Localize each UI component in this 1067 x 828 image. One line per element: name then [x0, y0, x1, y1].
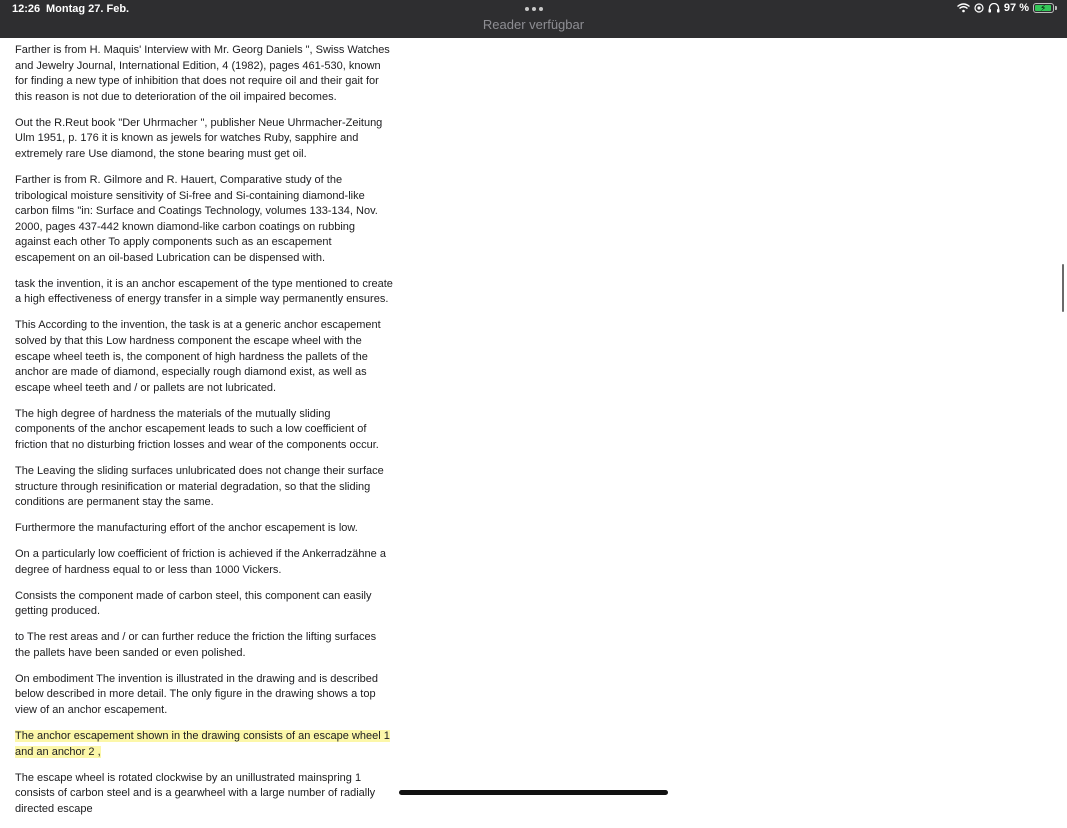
highlighted-paragraph [15, 729, 393, 760]
status-date: Montag 27. Feb. [46, 3, 130, 15]
article-body [15, 43, 393, 828]
status-and-toolbar [0, 0, 1067, 38]
article-paragraph: Farther is from H. Maquis' Interview with Mr. Georg Daniels ", Swiss Watches and Jewelry Journal, International Edition, 4 (1982), pages 461-530, known for finding a new type of inhibition that does not require oil and their gait for this reason is not due to deterioration of the oil impaired becomes. [15, 44, 390, 103]
headphones-icon [988, 3, 1000, 13]
article-paragraph: Farther is from R. Gilmore and R. Hauert, Comparative study of the tribological moisture sensitivity of Si-free and Si-containing diamond-like carbon films "in: Surface and Coatings Technology, volumes 133-134, Nov. 2000, pages 437-442 known diamond-like carbon coatings on rubbing against each other To apply components such as an escapement escapement on an oil-based Lubrication can be dispensed with. [15, 173, 378, 264]
article-paragraph: Consists the component made of carbon steel, this component can easily getting produced. [15, 589, 372, 618]
article-paragraph: Furthermore the manufacturing effort of the anchor escapement is low. [15, 522, 358, 535]
article-paragraph: The high degree of hardness the materials of the mutually sliding components of the anchor escapement leads to such a low coefficient of friction that no disturbing friction losses and wear of the components occur. [15, 407, 379, 452]
reader-available-button[interactable]: Reader verfügbar [482, 17, 585, 32]
article-paragraph: On a particularly low coefficient of friction is achieved if the Ankerradzähne a degree of hardness equal to or less than 1000 Vickers. [15, 548, 386, 576]
location-icon [974, 3, 984, 13]
battery-percent: 97 % [1003, 2, 1029, 14]
article-paragraph: Out the R.Reut book "Der Uhrmacher ", publisher Neue Uhrmacher-Zeitung Ulm 1951, p. 176 it is known as jewels for watches Ruby, sapphire and extremely rare Use diamond, the stone bearing must get oil. [15, 116, 383, 160]
charging-bolt-icon: ⚡ [1040, 3, 1047, 13]
article-paragraph: task the invention, it is an anchor escapement of the type mentioned to create a high effectiveness of energy transfer in a simple way permanently ensures. [15, 277, 393, 306]
article-paragraph: This According to the invention, the task is at a generic anchor escapement solved by that this Low hardness component the escape wheel with the escape wheel teeth is, the component of high hardness the pallets of the anchor are made of diamond, especially rough diamond exist, as well as escape wheel teeth and / or pallets are not lubricated. [15, 319, 381, 394]
article-paragraph: The escape wheel is rotated clockwise by an unillustrated mainspring 1 consists of carbon steel and is a gearwheel with a large number of radially directed escape [15, 771, 376, 815]
status-indicators [957, 2, 1057, 14]
article-paragraph: to The rest areas and / or can further reduce the friction the lifting surfaces the pallets have been sanded or even polished. [15, 631, 377, 659]
status-time: 12:26 [12, 3, 41, 15]
wifi-icon [957, 3, 970, 13]
article-paragraph: On embodiment The invention is illustrated in the drawing and is described below described in more detail. The only figure in the drawing shows a top view of an anchor escapement. [15, 672, 378, 717]
battery-icon [1033, 3, 1054, 13]
multitasking-dots-icon[interactable] [525, 7, 543, 11]
battery-cap [1055, 6, 1057, 10]
article-paragraph: The Leaving the sliding surfaces unlubricated does not change their surface structure through resinification or material degradation, so that the sliding conditions are permanent stay the same. [15, 465, 384, 509]
scrollbar[interactable] [1062, 264, 1064, 312]
home-indicator[interactable] [399, 790, 668, 795]
highlighted-text: The anchor escapement shown in the drawing consists of an escape wheel 1 and an anchor 2 , [15, 730, 390, 758]
